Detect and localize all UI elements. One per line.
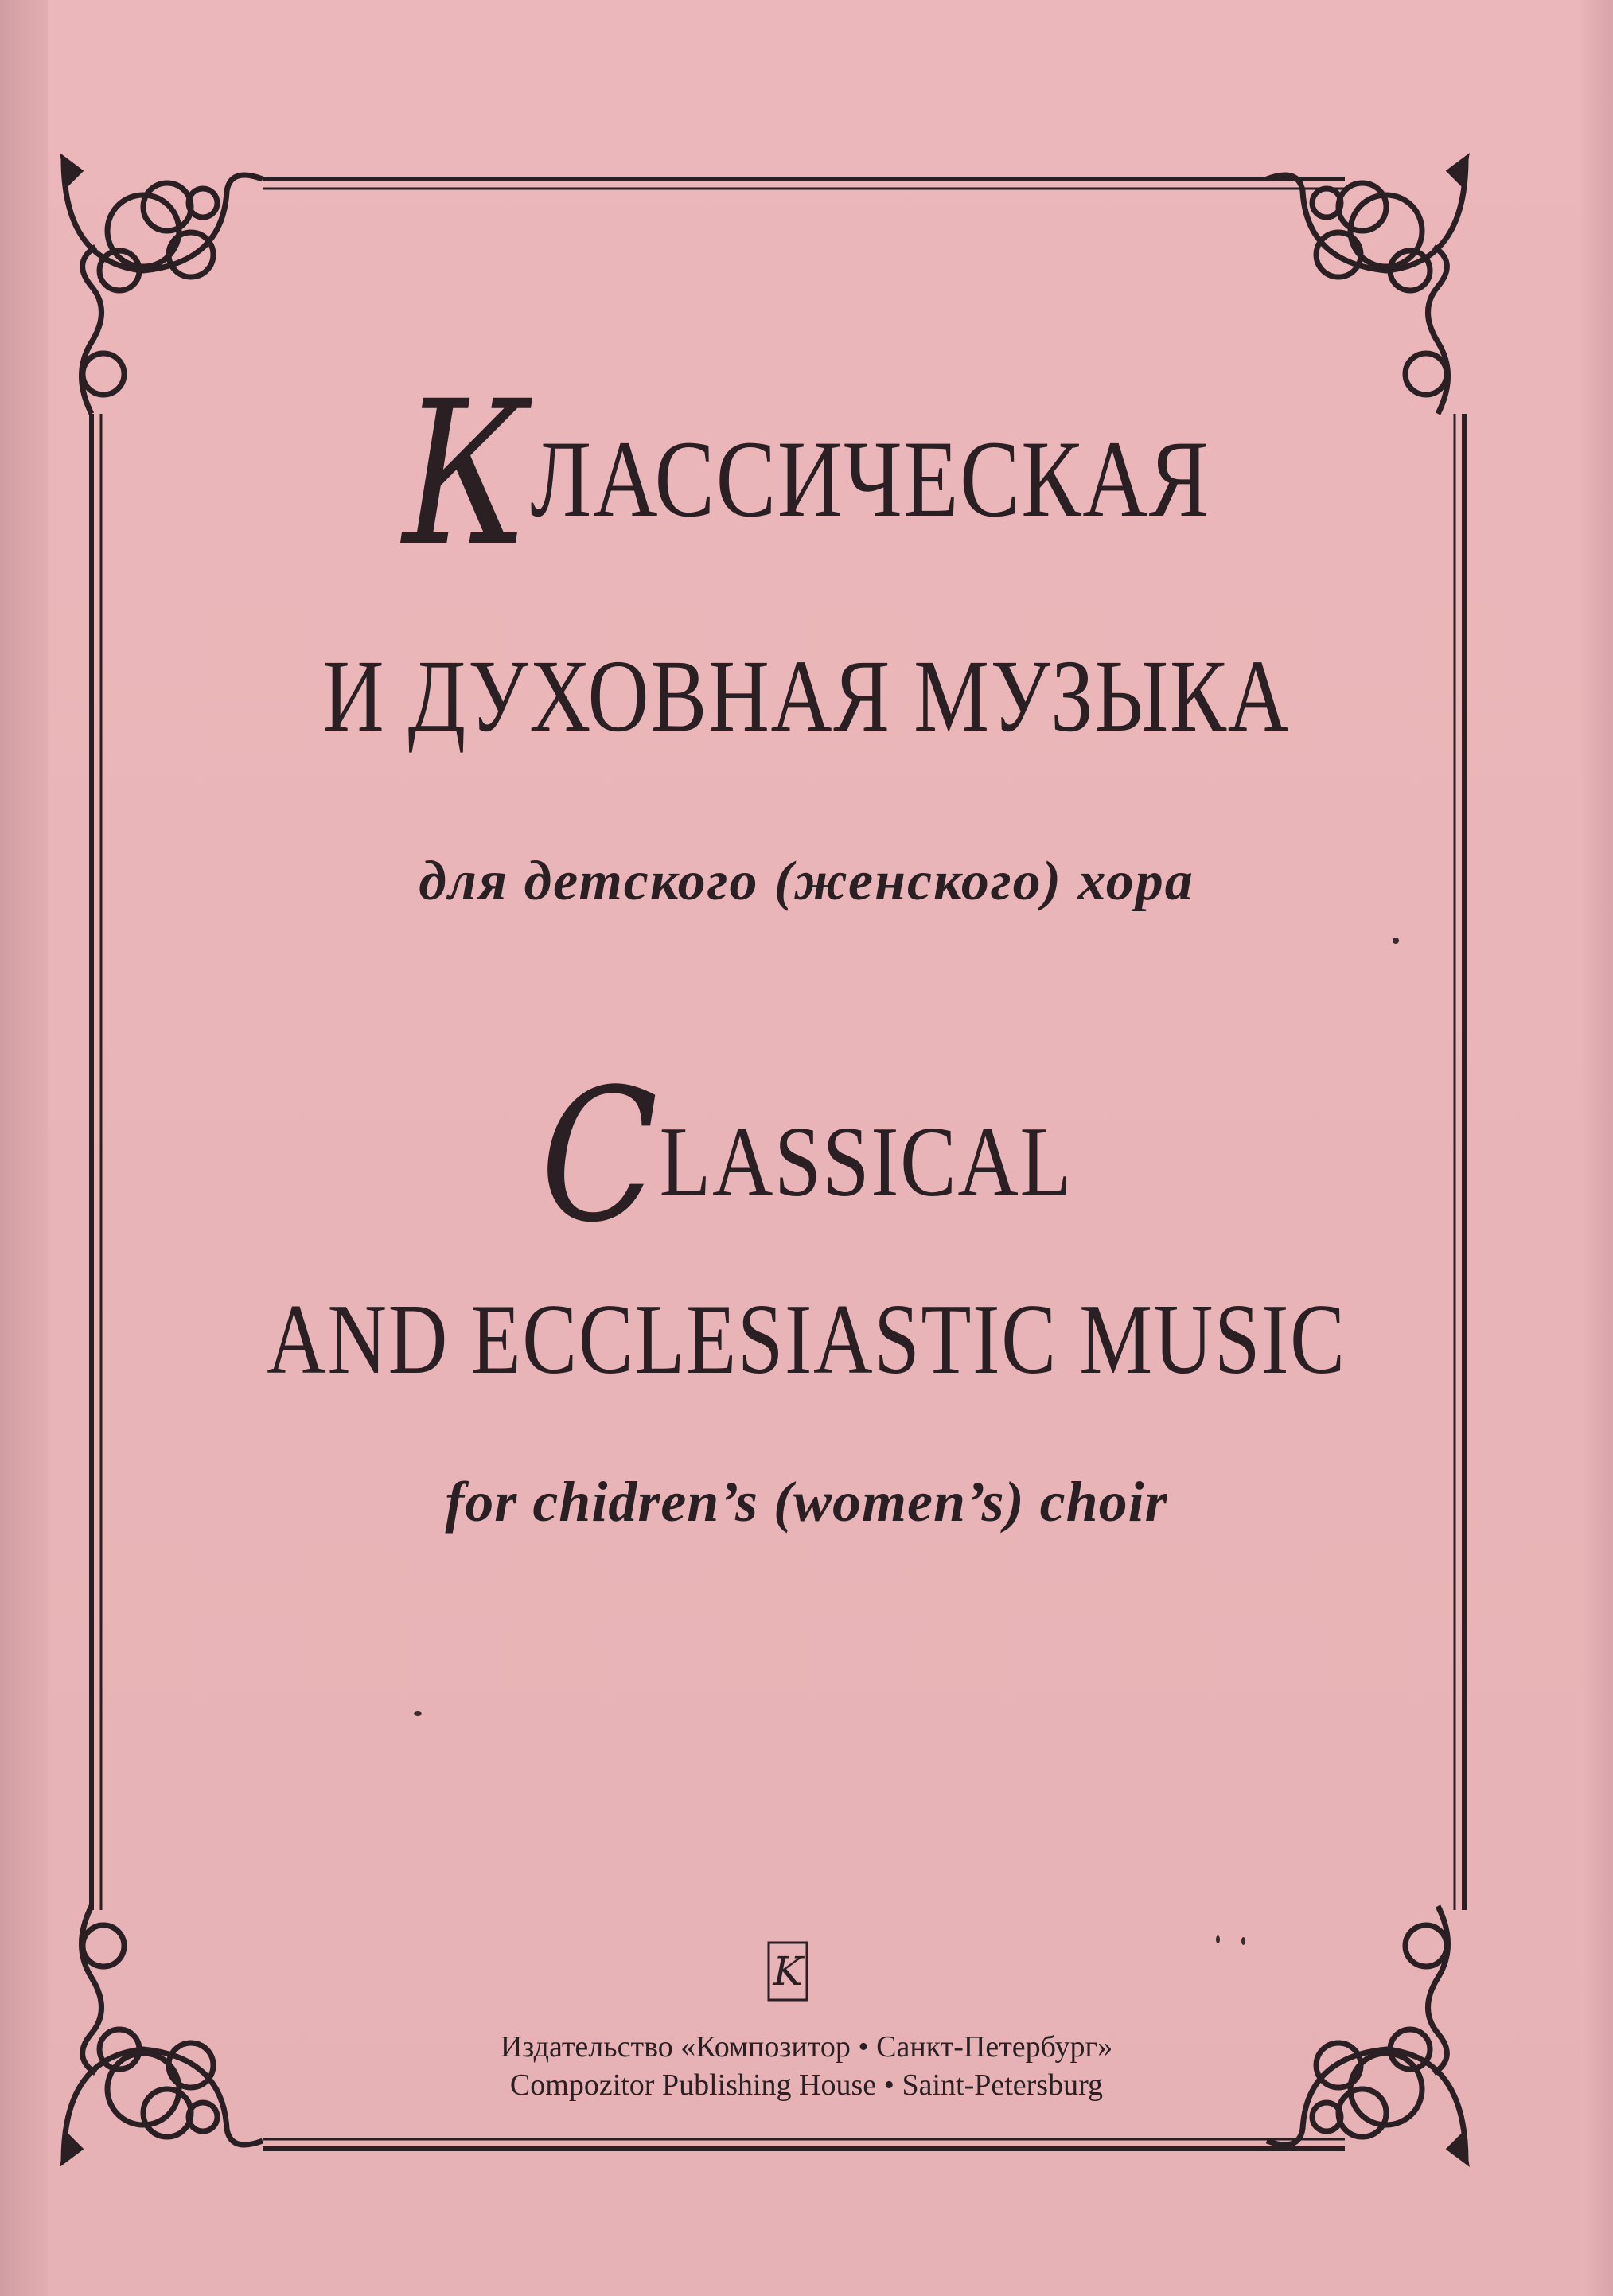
title-ru-line2: И ДУХОВНАЯ МУЗЫКА	[322, 639, 1291, 754]
title-ru-initial: К	[403, 358, 531, 590]
title-en-line1-text: LASSICAL	[659, 1107, 1073, 1218]
title-en-line1	[129, 1051, 1484, 1263]
title-ru-line1-text: ЛАССИЧЕСКАЯ	[530, 418, 1210, 540]
title-en-line2: AND ECCLESIASTIC MUSIC	[267, 1284, 1346, 1395]
publisher-en: Compozitor Publishing House • Saint-Petersburg	[509, 2068, 1104, 2102]
title-ru-line1	[145, 358, 1467, 590]
subtitle-en: for chidren’s (women’s) choir	[445, 1470, 1168, 1534]
subtitle-ru: для детского (женского) хора	[419, 851, 1194, 912]
publisher-ru: Издательство «Композитор • Санкт-Петербург»	[500, 2030, 1113, 2064]
print-speck	[414, 1711, 422, 1716]
print-speck	[1393, 938, 1399, 944]
print-speck	[1241, 1937, 1245, 1945]
logo-letter: K	[773, 1948, 803, 1994]
title-en-initial: C	[540, 1051, 660, 1263]
publisher-logo	[766, 1940, 809, 2002]
print-speck	[1216, 1935, 1220, 1943]
